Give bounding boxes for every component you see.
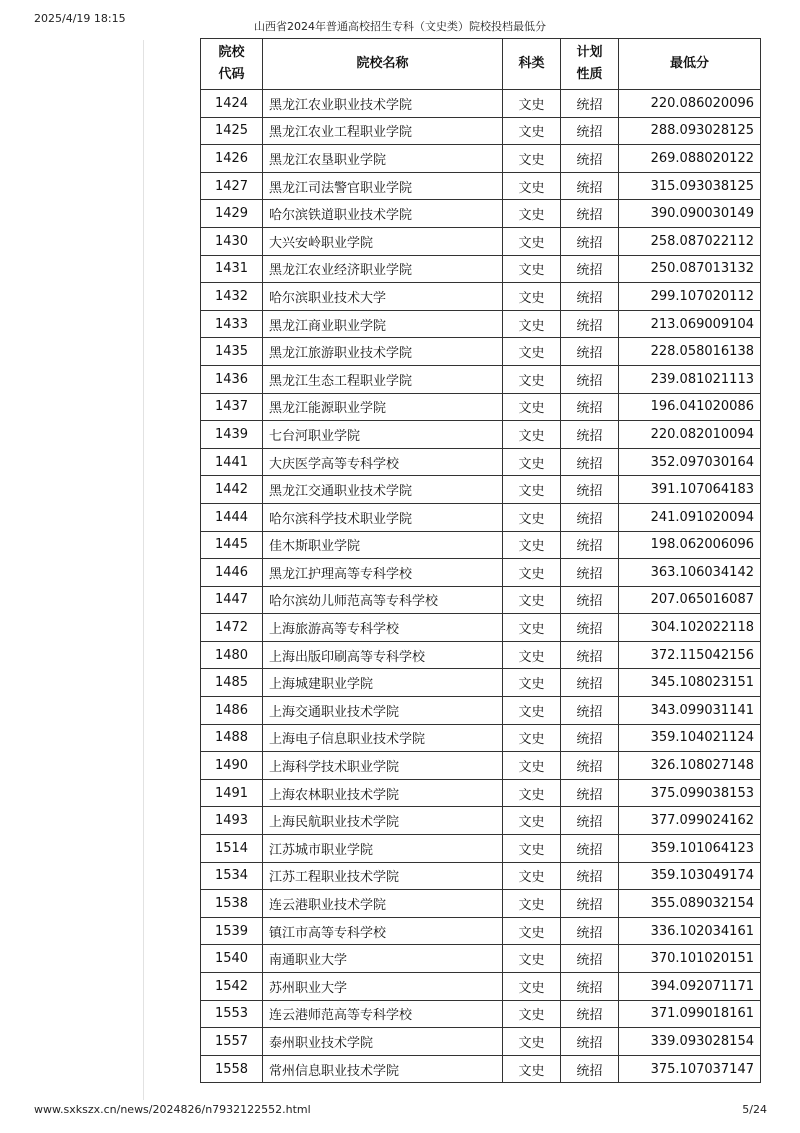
cell-school-name: 南通职业大学 [263, 945, 503, 973]
cell-code: 1424 [201, 90, 263, 118]
column-header-code-line2: 代码 [218, 67, 245, 82]
cell-code: 1488 [201, 724, 263, 752]
cell-code: 1539 [201, 917, 263, 945]
cell-category: 文史 [503, 90, 561, 118]
cell-plan-type: 统招 [561, 807, 619, 835]
cell-min-score: 299.107020112 [619, 283, 761, 311]
cell-category: 文史 [503, 448, 561, 476]
cell-plan-type: 统招 [561, 835, 619, 863]
table-row [201, 586, 761, 614]
cell-plan-type: 统招 [561, 1028, 619, 1056]
cell-category: 文史 [503, 641, 561, 669]
cell-plan-type: 统招 [561, 779, 619, 807]
table-row [201, 1000, 761, 1028]
cell-code: 1514 [201, 835, 263, 863]
cell-school-name: 黑龙江商业职业学院 [263, 310, 503, 338]
cell-category: 文史 [503, 559, 561, 587]
cell-code: 1426 [201, 145, 263, 173]
cell-plan-type: 统招 [561, 117, 619, 145]
cell-plan-type: 统招 [561, 559, 619, 587]
cell-code: 1445 [201, 531, 263, 559]
cell-category: 文史 [503, 1028, 561, 1056]
cell-category: 文史 [503, 973, 561, 1001]
cell-code: 1435 [201, 338, 263, 366]
cell-code: 1534 [201, 862, 263, 890]
cell-min-score: 220.082010094 [619, 421, 761, 449]
table-row [201, 310, 761, 338]
cell-category: 文史 [503, 365, 561, 393]
cell-school-name: 上海民航职业技术学院 [263, 807, 503, 835]
cell-plan-type: 统招 [561, 172, 619, 200]
left-margin-line [143, 40, 144, 1100]
table-row [201, 835, 761, 863]
cell-plan-type: 统招 [561, 1000, 619, 1028]
cell-min-score: 228.058016138 [619, 338, 761, 366]
cell-plan-type: 统招 [561, 586, 619, 614]
table-row [201, 531, 761, 559]
cell-min-score: 241.091020094 [619, 503, 761, 531]
cell-category: 文史 [503, 890, 561, 918]
cell-category: 文史 [503, 586, 561, 614]
cell-plan-type: 统招 [561, 227, 619, 255]
table-row [201, 338, 761, 366]
cell-code: 1491 [201, 779, 263, 807]
cell-code: 1485 [201, 669, 263, 697]
cell-category: 文史 [503, 724, 561, 752]
cell-plan-type: 统招 [561, 421, 619, 449]
cell-school-name: 黑龙江农业经济职业学院 [263, 255, 503, 283]
table-row [201, 90, 761, 118]
cell-plan-type: 统招 [561, 945, 619, 973]
table-row [201, 945, 761, 973]
cell-plan-type: 统招 [561, 200, 619, 228]
cell-min-score: 370.101020151 [619, 945, 761, 973]
cell-school-name: 上海旅游高等专科学校 [263, 614, 503, 642]
cell-school-name: 哈尔滨铁道职业技术学院 [263, 200, 503, 228]
cell-code: 1472 [201, 614, 263, 642]
cell-min-score: 196.041020086 [619, 393, 761, 421]
cell-school-name: 上海交通职业技术学院 [263, 697, 503, 725]
table-row [201, 145, 761, 173]
cell-category: 文史 [503, 172, 561, 200]
cell-plan-type: 统招 [561, 283, 619, 311]
cell-school-name: 上海电子信息职业技术学院 [263, 724, 503, 752]
table-row [201, 917, 761, 945]
cell-category: 文史 [503, 835, 561, 863]
page-url: www.sxkszx.cn/news/2024826/n7932122552.html [34, 1103, 311, 1116]
cell-plan-type: 统招 [561, 90, 619, 118]
cell-category: 文史 [503, 145, 561, 173]
cell-code: 1441 [201, 448, 263, 476]
table-row [201, 779, 761, 807]
cell-code: 1427 [201, 172, 263, 200]
cell-school-name: 哈尔滨科学技术职业学院 [263, 503, 503, 531]
cell-category: 文史 [503, 779, 561, 807]
cell-min-score: 372.115042156 [619, 641, 761, 669]
table-body [201, 90, 761, 1083]
cell-category: 文史 [503, 227, 561, 255]
table-row [201, 559, 761, 587]
cell-min-score: 250.087013132 [619, 255, 761, 283]
cell-school-name: 大兴安岭职业学院 [263, 227, 503, 255]
cell-min-score: 375.107037147 [619, 1055, 761, 1083]
cell-school-name: 七台河职业学院 [263, 421, 503, 449]
cell-min-score: 213.069009104 [619, 310, 761, 338]
table-row [201, 669, 761, 697]
cell-code: 1431 [201, 255, 263, 283]
cell-school-name: 哈尔滨幼儿师范高等专科学校 [263, 586, 503, 614]
cell-plan-type: 统招 [561, 503, 619, 531]
cell-school-name: 黑龙江司法警官职业学院 [263, 172, 503, 200]
cell-category: 文史 [503, 917, 561, 945]
table-row [201, 614, 761, 642]
cell-category: 文史 [503, 338, 561, 366]
table-row [201, 255, 761, 283]
cell-school-name: 黑龙江农业职业技术学院 [263, 90, 503, 118]
table-header-row [201, 39, 761, 90]
cell-school-name: 上海科学技术职业学院 [263, 752, 503, 780]
column-header-plan-line1: 计划 [576, 45, 603, 60]
cell-category: 文史 [503, 862, 561, 890]
cell-category: 文史 [503, 503, 561, 531]
cell-category: 文史 [503, 476, 561, 504]
cell-plan-type: 统招 [561, 310, 619, 338]
cell-code: 1480 [201, 641, 263, 669]
table-row [201, 117, 761, 145]
cell-category: 文史 [503, 1055, 561, 1083]
cell-school-name: 佳木斯职业学院 [263, 531, 503, 559]
cell-category: 文史 [503, 255, 561, 283]
table-row [201, 200, 761, 228]
cell-plan-type: 统招 [561, 255, 619, 283]
table-row [201, 172, 761, 200]
table-row [201, 503, 761, 531]
cell-min-score: 258.087022112 [619, 227, 761, 255]
table-row [201, 752, 761, 780]
cell-code: 1490 [201, 752, 263, 780]
cell-plan-type: 统招 [561, 476, 619, 504]
cell-min-score: 390.090030149 [619, 200, 761, 228]
cell-min-score: 359.103049174 [619, 862, 761, 890]
cell-code: 1538 [201, 890, 263, 918]
cell-school-name: 泰州职业技术学院 [263, 1028, 503, 1056]
cell-school-name: 上海出版印刷高等专科学校 [263, 641, 503, 669]
cell-min-score: 375.099038153 [619, 779, 761, 807]
cell-code: 1557 [201, 1028, 263, 1056]
table-row [201, 1055, 761, 1083]
cell-code: 1493 [201, 807, 263, 835]
table-row [201, 283, 761, 311]
cell-school-name: 黑龙江生态工程职业学院 [263, 365, 503, 393]
cell-min-score: 363.106034142 [619, 559, 761, 587]
column-header-plan [561, 39, 619, 90]
cell-min-score: 343.099031141 [619, 697, 761, 725]
cell-min-score: 339.093028154 [619, 1028, 761, 1056]
table-row [201, 1028, 761, 1056]
cell-school-name: 上海农林职业技术学院 [263, 779, 503, 807]
cell-plan-type: 统招 [561, 697, 619, 725]
cell-code: 1553 [201, 1000, 263, 1028]
cell-plan-type: 统招 [561, 890, 619, 918]
column-header-category: 科类 [503, 39, 561, 90]
table-row [201, 973, 761, 1001]
cell-min-score: 220.086020096 [619, 90, 761, 118]
cell-category: 文史 [503, 807, 561, 835]
column-header-score: 最低分 [619, 39, 761, 90]
cell-category: 文史 [503, 614, 561, 642]
table-row [201, 448, 761, 476]
column-header-code [201, 39, 263, 90]
cell-code: 1430 [201, 227, 263, 255]
table-row [201, 421, 761, 449]
column-header-plan-line2: 性质 [576, 67, 603, 82]
cell-plan-type: 统招 [561, 1055, 619, 1083]
column-header-code-line1: 院校 [218, 45, 245, 60]
table-row [201, 890, 761, 918]
cell-plan-type: 统招 [561, 669, 619, 697]
cell-code: 1429 [201, 200, 263, 228]
cell-school-name: 黑龙江旅游职业技术学院 [263, 338, 503, 366]
cell-min-score: 352.097030164 [619, 448, 761, 476]
cell-category: 文史 [503, 945, 561, 973]
table-row [201, 476, 761, 504]
cell-code: 1442 [201, 476, 263, 504]
cell-code: 1447 [201, 586, 263, 614]
cell-code: 1444 [201, 503, 263, 531]
cell-min-score: 304.102022118 [619, 614, 761, 642]
cell-plan-type: 统招 [561, 614, 619, 642]
cell-school-name: 连云港师范高等专科学校 [263, 1000, 503, 1028]
cell-min-score: 326.108027148 [619, 752, 761, 780]
table-row [201, 697, 761, 725]
cell-plan-type: 统招 [561, 752, 619, 780]
cell-min-score: 207.065016087 [619, 586, 761, 614]
cell-code: 1446 [201, 559, 263, 587]
cell-min-score: 239.081021113 [619, 365, 761, 393]
cell-school-name: 哈尔滨职业技术大学 [263, 283, 503, 311]
cell-code: 1437 [201, 393, 263, 421]
cell-category: 文史 [503, 752, 561, 780]
cell-code: 1542 [201, 973, 263, 1001]
cell-school-name: 黑龙江农业工程职业学院 [263, 117, 503, 145]
cell-min-score: 359.101064123 [619, 835, 761, 863]
cell-min-score: 391.107064183 [619, 476, 761, 504]
cell-school-name: 黑龙江护理高等专科学校 [263, 559, 503, 587]
cell-category: 文史 [503, 1000, 561, 1028]
cell-code: 1432 [201, 283, 263, 311]
cell-category: 文史 [503, 117, 561, 145]
cell-category: 文史 [503, 669, 561, 697]
cell-plan-type: 统招 [561, 338, 619, 366]
cell-min-score: 198.062006096 [619, 531, 761, 559]
cell-plan-type: 统招 [561, 365, 619, 393]
cell-school-name: 江苏城市职业学院 [263, 835, 503, 863]
table-row [201, 862, 761, 890]
cell-school-name: 黑龙江交通职业技术学院 [263, 476, 503, 504]
cell-min-score: 394.092071171 [619, 973, 761, 1001]
cell-plan-type: 统招 [561, 724, 619, 752]
cell-plan-type: 统招 [561, 393, 619, 421]
print-timestamp: 2025/4/19 18:15 [34, 12, 126, 25]
page-number: 5/24 [742, 1103, 767, 1116]
table-row [201, 393, 761, 421]
cell-min-score: 269.088020122 [619, 145, 761, 173]
table-row [201, 807, 761, 835]
cell-school-name: 上海城建职业学院 [263, 669, 503, 697]
admission-score-table [200, 38, 761, 1083]
table-row [201, 365, 761, 393]
column-header-name: 院校名称 [263, 39, 503, 90]
cell-plan-type: 统招 [561, 641, 619, 669]
table-row [201, 641, 761, 669]
cell-category: 文史 [503, 531, 561, 559]
cell-code: 1486 [201, 697, 263, 725]
cell-min-score: 315.093038125 [619, 172, 761, 200]
cell-code: 1433 [201, 310, 263, 338]
cell-plan-type: 统招 [561, 917, 619, 945]
cell-category: 文史 [503, 421, 561, 449]
cell-min-score: 288.093028125 [619, 117, 761, 145]
page-title: 山西省2024年普通高校招生专科（文史类）院校投档最低分 [254, 20, 546, 33]
cell-category: 文史 [503, 283, 561, 311]
cell-code: 1558 [201, 1055, 263, 1083]
table-row [201, 227, 761, 255]
table-row [201, 724, 761, 752]
cell-min-score: 336.102034161 [619, 917, 761, 945]
cell-plan-type: 统招 [561, 973, 619, 1001]
cell-school-name: 常州信息职业技术学院 [263, 1055, 503, 1083]
cell-category: 文史 [503, 200, 561, 228]
cell-code: 1439 [201, 421, 263, 449]
cell-category: 文史 [503, 697, 561, 725]
cell-code: 1436 [201, 365, 263, 393]
cell-category: 文史 [503, 393, 561, 421]
cell-plan-type: 统招 [561, 448, 619, 476]
cell-code: 1425 [201, 117, 263, 145]
cell-plan-type: 统招 [561, 531, 619, 559]
cell-school-name: 江苏工程职业技术学院 [263, 862, 503, 890]
cell-code: 1540 [201, 945, 263, 973]
cell-school-name: 黑龙江能源职业学院 [263, 393, 503, 421]
cell-school-name: 连云港职业技术学院 [263, 890, 503, 918]
cell-plan-type: 统招 [561, 862, 619, 890]
cell-category: 文史 [503, 310, 561, 338]
cell-school-name: 苏州职业大学 [263, 973, 503, 1001]
cell-school-name: 大庆医学高等专科学校 [263, 448, 503, 476]
cell-school-name: 镇江市高等专科学校 [263, 917, 503, 945]
cell-min-score: 355.089032154 [619, 890, 761, 918]
cell-plan-type: 统招 [561, 145, 619, 173]
cell-min-score: 359.104021124 [619, 724, 761, 752]
cell-min-score: 377.099024162 [619, 807, 761, 835]
cell-min-score: 371.099018161 [619, 1000, 761, 1028]
cell-school-name: 黑龙江农垦职业学院 [263, 145, 503, 173]
cell-min-score: 345.108023151 [619, 669, 761, 697]
